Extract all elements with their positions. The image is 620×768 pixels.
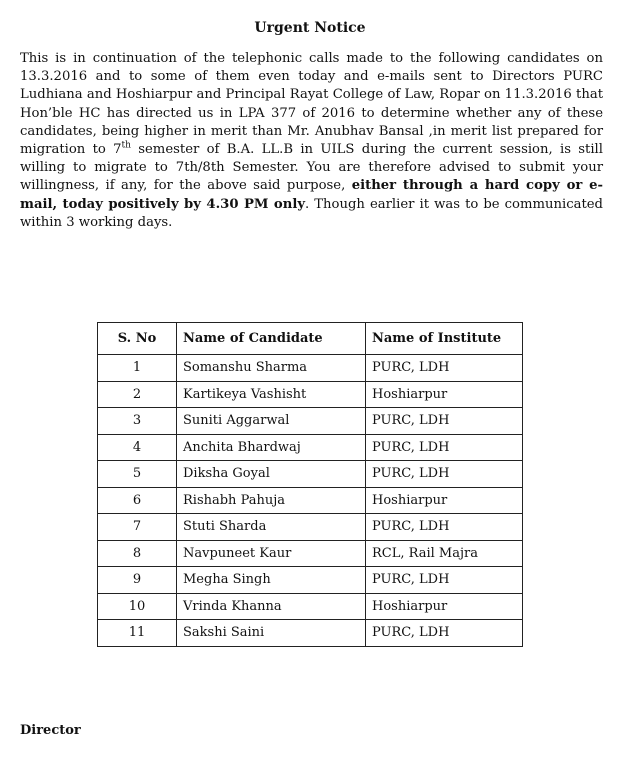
header-institute-name: Name of Institute xyxy=(366,323,523,355)
cell-institute-name: Hoshiarpur xyxy=(366,593,523,620)
cell-institute-name: PURC, LDH xyxy=(366,514,523,541)
cell-sno: 7 xyxy=(98,514,177,541)
table-row xyxy=(98,514,523,541)
signoff-director: Director xyxy=(20,723,81,738)
notice-body-superscript: th xyxy=(121,140,131,151)
notice-body-emphasis: either through a hard copy or e-mail, today positively by 4.30 PM only xyxy=(20,178,604,212)
cell-candidate-name: Rishabh Pahuja xyxy=(177,487,366,514)
cell-candidate-name: Kartikeya Vashisht xyxy=(177,381,366,408)
notice-title: Urgent Notice xyxy=(254,20,366,36)
cell-sno: 8 xyxy=(98,540,177,567)
cell-institute-name: PURC, LDH xyxy=(366,434,523,461)
cell-sno: 4 xyxy=(98,434,177,461)
table-row xyxy=(98,620,523,647)
cell-candidate-name: Diksha Goyal xyxy=(177,461,366,488)
table-row xyxy=(98,567,523,594)
cell-institute-name: Hoshiarpur xyxy=(366,381,523,408)
cell-candidate-name: Suniti Aggarwal xyxy=(177,408,366,435)
candidates-table xyxy=(97,322,523,647)
cell-sno: 6 xyxy=(98,487,177,514)
cell-sno: 9 xyxy=(98,567,177,594)
notice-body xyxy=(20,50,603,232)
cell-candidate-name: Navpuneet Kaur xyxy=(177,540,366,567)
table-header-row xyxy=(98,323,523,355)
table-row xyxy=(98,487,523,514)
cell-institute-name: Hoshiarpur xyxy=(366,487,523,514)
table-row xyxy=(98,461,523,488)
notice-body-part2: semester of B.A. LL.B in UILS during the current session, is still willing to migrate to 7th/8th Semester. You are therefore advised to submit your willingness, if any, for the above said purpose, xyxy=(20,142,603,194)
table-row xyxy=(98,593,523,620)
header-sno: S. No xyxy=(98,323,177,355)
cell-sno: 3 xyxy=(98,408,177,435)
cell-candidate-name: Stuti Sharda xyxy=(177,514,366,541)
table-row xyxy=(98,408,523,435)
cell-institute-name: PURC, LDH xyxy=(366,355,523,382)
notice-body-part3: . Though earlier it was to be communicated within 3 working days. xyxy=(20,196,603,230)
cell-sno: 1 xyxy=(98,355,177,382)
cell-sno: 10 xyxy=(98,593,177,620)
table-row xyxy=(98,355,523,382)
cell-institute-name: RCL, Rail Majra xyxy=(366,540,523,567)
cell-sno: 5 xyxy=(98,461,177,488)
cell-sno: 11 xyxy=(98,620,177,647)
cell-institute-name: PURC, LDH xyxy=(366,408,523,435)
cell-institute-name: PURC, LDH xyxy=(366,461,523,488)
table-row xyxy=(98,434,523,461)
notice-body-part1: This is in continuation of the telephonic calls made to the following candidates on 13.3.2016 and to some of them even today and e-mails sent to Directors PURC Ludhiana and Hoshiarpur and Principal Rayat College of Law, Ropar on 11.3.2016 that Hon’ble HC has directed us in LPA 377 of 2016 to determine whether any of these candidates, being higher in merit than Mr. Anubhav Bansal ,in merit list prepared for migration to 7 xyxy=(20,51,603,158)
cell-institute-name: PURC, LDH xyxy=(366,620,523,647)
table-row xyxy=(98,381,523,408)
cell-candidate-name: Somanshu Sharma xyxy=(177,355,366,382)
cell-institute-name: PURC, LDH xyxy=(366,567,523,594)
cell-candidate-name: Anchita Bhardwaj xyxy=(177,434,366,461)
header-candidate-name: Name of Candidate xyxy=(177,323,366,355)
cell-sno: 2 xyxy=(98,381,177,408)
cell-candidate-name: Sakshi Saini xyxy=(177,620,366,647)
cell-candidate-name: Megha Singh xyxy=(177,567,366,594)
cell-candidate-name: Vrinda Khanna xyxy=(177,593,366,620)
table-body xyxy=(98,355,523,647)
table-row xyxy=(98,540,523,567)
